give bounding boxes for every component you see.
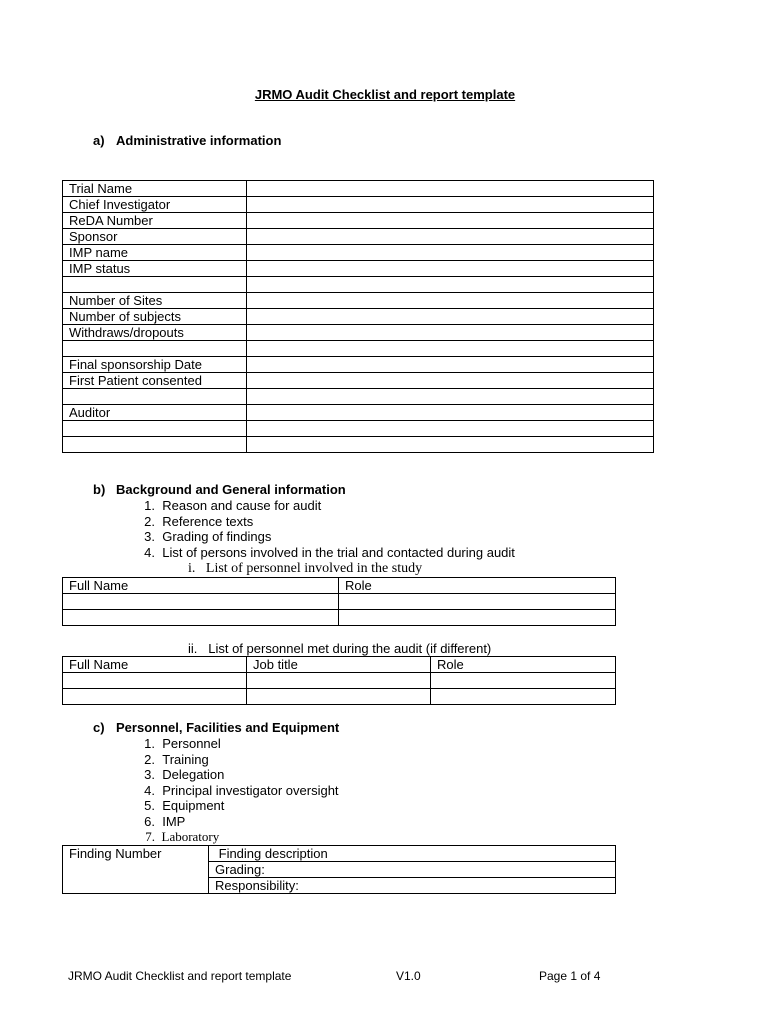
admin-value-cell[interactable] [247, 373, 654, 389]
table-row [63, 689, 616, 705]
finding-description-label: Finding description [209, 846, 616, 862]
admin-value-cell[interactable] [247, 309, 654, 325]
admin-label [63, 437, 247, 453]
list-item: 2. Training [144, 751, 209, 767]
admin-value-cell[interactable] [247, 389, 654, 405]
column-header-role: Role [431, 657, 616, 673]
table-cell[interactable] [247, 673, 431, 689]
table-row [63, 325, 654, 341]
table-row [63, 213, 654, 229]
admin-value-cell[interactable] [247, 261, 654, 277]
admin-value-cell[interactable] [247, 277, 654, 293]
list-item: 4. List of persons involved in the trial and contacted during audit [144, 544, 515, 560]
admin-value-cell[interactable] [247, 357, 654, 373]
table-cell[interactable] [63, 689, 247, 705]
finding-number-label: Finding Number [63, 846, 209, 894]
admin-value-cell[interactable] [247, 341, 654, 357]
admin-label [63, 389, 247, 405]
table-row [63, 594, 616, 610]
admin-value-cell[interactable] [247, 293, 654, 309]
admin-value-cell[interactable] [247, 421, 654, 437]
section-c-marker: c) [93, 720, 105, 735]
admin-value-cell[interactable] [247, 197, 654, 213]
admin-label: First Patient consented [63, 373, 247, 389]
admin-value-cell[interactable] [247, 213, 654, 229]
table-row [63, 610, 616, 626]
section-a-heading [93, 133, 281, 148]
sub-item-ii: ii. List of personnel met during the audit (if different) [188, 641, 492, 656]
table-cell[interactable] [63, 673, 247, 689]
table-row [63, 229, 654, 245]
footer-title: JRMO Audit Checklist and report template [68, 969, 292, 983]
table-row [63, 405, 654, 421]
admin-label: ReDA Number [63, 213, 247, 229]
column-header-full-name: Full Name [63, 578, 339, 594]
section-c-title: Personnel, Facilities and Equipment [116, 720, 340, 735]
table-row [63, 197, 654, 213]
table-row [63, 389, 654, 405]
table-cell[interactable] [339, 594, 616, 610]
admin-label [63, 277, 247, 293]
admin-value-cell[interactable] [247, 181, 654, 197]
section-c-heading [93, 720, 339, 735]
table-header-row [63, 578, 616, 594]
list-item: 1. Personnel [144, 736, 221, 751]
document-title: JRMO Audit Checklist and report template [254, 87, 516, 102]
section-b-list [131, 498, 515, 560]
table-header-row [63, 657, 616, 673]
admin-value-cell[interactable] [247, 245, 654, 261]
admin-label: IMP status [63, 261, 247, 277]
table-row [63, 846, 616, 862]
personnel-involved-table [62, 577, 616, 626]
table-row [63, 309, 654, 325]
grading-label: Grading: [209, 862, 616, 878]
table-cell[interactable] [339, 610, 616, 626]
section-b-heading [93, 482, 346, 497]
footer-page-number: Page 1 of 4 [539, 969, 601, 983]
table-row [63, 373, 654, 389]
section-b-title: Background and General information [116, 482, 346, 497]
responsibility-label: Responsibility: [209, 878, 616, 894]
admin-value-cell[interactable] [247, 229, 654, 245]
finding-table [62, 845, 616, 894]
section-b-marker: b) [93, 482, 106, 497]
table-row [63, 437, 654, 453]
sub-item-i: i. List of personnel involved in the study [188, 561, 423, 576]
table-cell[interactable] [431, 673, 616, 689]
column-header-role: Role [339, 578, 616, 594]
table-cell[interactable] [431, 689, 616, 705]
footer-version: V1.0 [396, 969, 421, 983]
table-cell[interactable] [63, 610, 339, 626]
admin-label: Sponsor [63, 229, 247, 245]
list-item: 3. Delegation [144, 767, 225, 782]
table-cell[interactable] [63, 594, 339, 610]
admin-value-cell[interactable] [247, 405, 654, 421]
personnel-met-table [62, 656, 616, 705]
admin-label: Withdraws/dropouts [63, 325, 247, 341]
table-row [63, 277, 654, 293]
admin-label: Trial Name [63, 181, 247, 197]
list-item: 6. IMP [144, 813, 186, 829]
admin-value-cell[interactable] [247, 437, 654, 453]
table-row [63, 293, 654, 309]
table-row [63, 341, 654, 357]
section-a-marker: a) [93, 133, 105, 148]
admin-value-cell[interactable] [247, 325, 654, 341]
table-row [63, 245, 654, 261]
admin-label: Number of Sites [63, 293, 247, 309]
list-item: 2. Reference texts [144, 513, 254, 529]
column-header-job-title: Job title [247, 657, 431, 673]
admin-label [63, 341, 247, 357]
section-a-title: Administrative information [116, 133, 282, 148]
table-cell[interactable] [247, 689, 431, 705]
table-row [63, 673, 616, 689]
list-item: 1. Reason and cause for audit [144, 498, 322, 513]
admin-label: Final sponsorship Date [63, 357, 247, 373]
admin-label: Auditor [63, 405, 247, 421]
admin-info-table [62, 180, 654, 453]
list-item: 5. Equipment [144, 798, 225, 813]
column-header-full-name: Full Name [63, 657, 247, 673]
list-item: 4. Principal investigator oversight [144, 782, 339, 798]
table-row [63, 421, 654, 437]
section-c-list [131, 736, 339, 845]
admin-label: IMP name [63, 245, 247, 261]
table-row [63, 261, 654, 277]
table-row [63, 181, 654, 197]
admin-label: Chief Investigator [63, 197, 247, 213]
list-item: 3. Grading of findings [144, 529, 272, 544]
list-item: 7. Laboratory [145, 829, 220, 844]
admin-label [63, 421, 247, 437]
table-row [63, 357, 654, 373]
admin-label: Number of subjects [63, 309, 247, 325]
